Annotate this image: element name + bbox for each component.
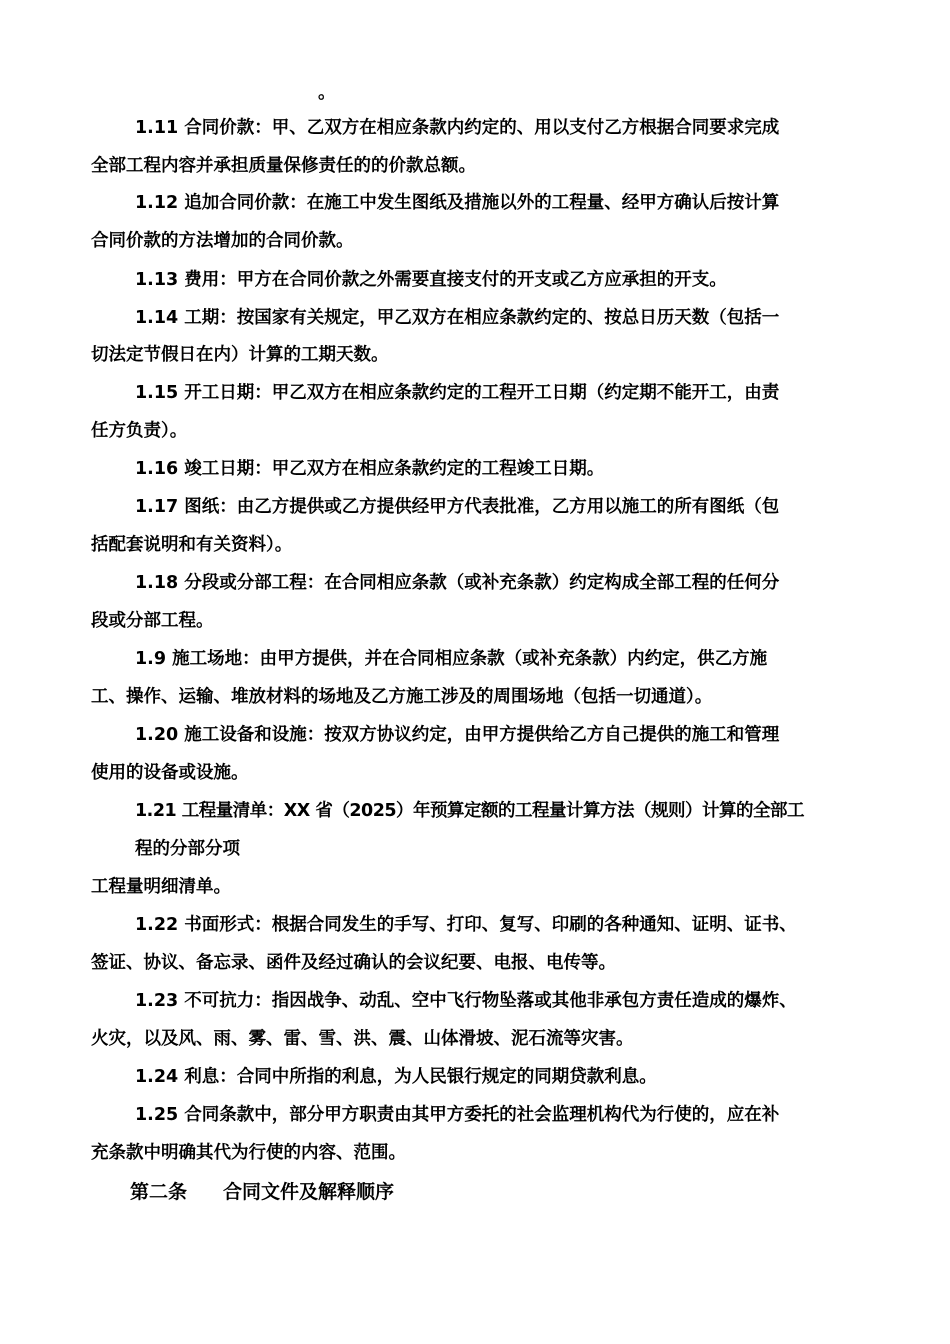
clause-1-9-line-1: 1.9 施工场地：由甲方提供，并在合同相应条款（或补充条款）内约定，供乙方施: [135, 649, 768, 669]
clause-1-18-line-2: 段或分部工程。: [91, 611, 214, 631]
clause-1-16-line-1: 1.16 竣工日期：甲乙双方在相应条款约定的工程竣工日期。: [135, 459, 605, 479]
clause-1-18-line-1: 1.18 分段或分部工程：在合同相应条款（或补充条款）约定构成全部工程的任何分: [135, 573, 780, 593]
section-heading-number: 第二条: [130, 1181, 188, 1203]
clause-1-23-line-1: 1.23 不可抗力：指因战争、动乱、空中飞行物坠落或其他非承包方责任造成的爆炸、: [135, 991, 797, 1011]
clause-1-14-line-2: 切法定节假日在内）计算的工期天数。: [91, 345, 389, 365]
clause-1-9-line-2: 工、操作、运输、堆放材料的场地及乙方施工涉及的周围场地（包括一切通道）。: [91, 687, 713, 707]
clause-1-15-line-2: 任方负责）。: [91, 421, 188, 441]
clause-1-11-line-2: 全部工程内容并承担质量保修责任的的价款总额。: [91, 156, 476, 176]
clause-1-14-line-1: 1.14 工期：按国家有关规定，甲乙双方在相应条款约定的、按总日历天数（包括一: [135, 308, 780, 328]
clause-1-25-line-2: 充条款中明确其代为行使的内容、范围。: [91, 1143, 406, 1163]
clause-1-15-line-1: 1.15 开工日期：甲乙双方在相应条款约定的工程开工日期（约定期不能开工，由责: [135, 383, 780, 403]
clause-1-17-line-1: 1.17 图纸：由乙方提供或乙方提供经甲方代表批准，乙方用以施工的所有图纸（包: [135, 497, 780, 517]
clause-1-22-line-2: 签证、协议、备忘录、函件及经过确认的会议纪要、电报、电传等。: [91, 953, 616, 973]
section-heading-title: 合同文件及解释顺序: [223, 1181, 395, 1203]
stray-period: 。: [318, 83, 336, 103]
clause-1-21-line-2: 程的分部分项: [135, 839, 240, 859]
clause-1-17-line-2: 括配套说明和有关资料）。: [91, 535, 293, 555]
section-heading: [130, 1181, 394, 1203]
clause-1-12-line-1: 1.12 追加合同价款：在施工中发生图纸及措施以外的工程量、经甲方确认后按计算: [135, 193, 780, 213]
clause-1-23-line-2: 火灾，以及风、雨、雾、雷、雪、洪、震、山体滑坡、泥石流等灾害。: [91, 1029, 634, 1049]
clause-1-21-line-3: 工程量明细清单。: [91, 877, 231, 897]
clause-1-24-line-1: 1.24 利息：合同中所指的利息，为人民银行规定的同期贷款利息。: [135, 1067, 657, 1087]
clause-1-20-line-2: 使用的设备或设施。: [91, 763, 249, 783]
clause-1-20-line-1: 1.20 施工设备和设施：按双方协议约定，由甲方提供给乙方自己提供的施工和管理: [135, 725, 780, 745]
clause-1-22-line-1: 1.22 书面形式：根据合同发生的手写、打印、复写、印刷的各种通知、证明、证书、: [135, 915, 797, 935]
clause-1-11-line-1: 1.11 合同价款：甲、乙双方在相应条款内约定的、用以支付乙方根据合同要求完成: [135, 118, 780, 138]
clause-1-12-line-2: 合同价款的方法增加的合同价款。: [91, 231, 354, 251]
clause-1-21-line-1: 1.21 工程量清单：XX 省（2025）年预算定额的工程量计算方法（规则）计算的全部工: [135, 801, 805, 821]
clause-1-13-line-1: 1.13 费用：甲方在合同价款之外需要直接支付的开支或乙方应承担的开支。: [135, 270, 727, 290]
clause-1-25-line-1: 1.25 合同条款中，部分甲方职责由其甲方委托的社会监理机构代为行使的，应在补: [135, 1105, 780, 1125]
